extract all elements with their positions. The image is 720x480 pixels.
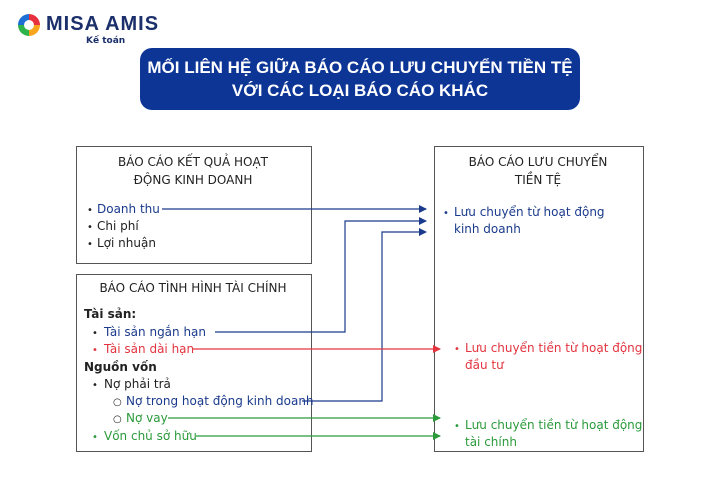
title-line-2: VỚI CÁC LOẠI BÁO CÁO KHÁC (231, 81, 489, 100)
item-expenses: Chi phí (97, 219, 139, 233)
income-heading-line-1: BÁO CÁO KẾT QUẢ HOẠT (118, 155, 268, 169)
bullet: • (92, 380, 98, 391)
item-long-term-assets: Tài sản dài hạn (104, 342, 195, 356)
cash-flow-heading-line-1: BÁO CÁO LƯU CHUYỂN (468, 155, 608, 169)
investing-line-2: đầu tư (465, 358, 504, 372)
item-profit: Lợi nhuận (97, 236, 156, 250)
bullet: • (92, 432, 98, 443)
logo-subtitle: Kế toán (86, 36, 126, 46)
bullet: • (87, 239, 93, 250)
arrow-operating-debt (302, 232, 426, 401)
bullet: ○ (113, 397, 122, 408)
item-operating-debt: Nợ trong hoạt động kinh doanh (126, 394, 314, 408)
operating-line-1: Lưu chuyển từ hoạt động (454, 205, 605, 219)
income-heading-line-2: ĐỘNG KINH DOANH (133, 173, 253, 187)
bullet: • (443, 208, 449, 219)
bullet: • (454, 344, 460, 355)
item-revenue: Doanh thu (97, 202, 160, 216)
title-line-1: MỐI LIÊN HỆ GIỮA BÁO CÁO LƯU CHUYỂN TIỀN TỆ (147, 58, 573, 77)
item-liabilities: Nợ phải trả (104, 377, 171, 391)
item-current-assets: Tài sản ngắn hạn (104, 325, 207, 339)
balance-sheet-heading: BÁO CÁO TÌNH HÌNH TÀI CHÍNH (99, 281, 287, 295)
bullet: • (87, 205, 93, 216)
financing-line-2: tài chính (465, 435, 517, 449)
operating-line-2: kinh doanh (454, 222, 521, 236)
item-equity: Vốn chủ sở hữu (104, 429, 197, 443)
assets-label: Tài sản: (84, 307, 137, 321)
bullet: • (87, 222, 93, 233)
logo-name: MISA AMIS (46, 13, 160, 35)
bullet: • (92, 328, 98, 339)
cash-flow-heading-line-2: TIỀN TỆ (514, 173, 562, 187)
arrow-current-assets (215, 221, 426, 332)
sources-label: Nguồn vốn (84, 360, 157, 374)
investing-line-1: Lưu chuyển tiền từ hoạt động (465, 341, 643, 355)
bullet: ○ (113, 414, 122, 425)
financing-line-1: Lưu chuyển tiền từ hoạt động (465, 418, 643, 432)
bullet: • (92, 345, 98, 356)
item-borrowings: Nợ vay (126, 411, 168, 425)
bullet: • (454, 421, 460, 432)
